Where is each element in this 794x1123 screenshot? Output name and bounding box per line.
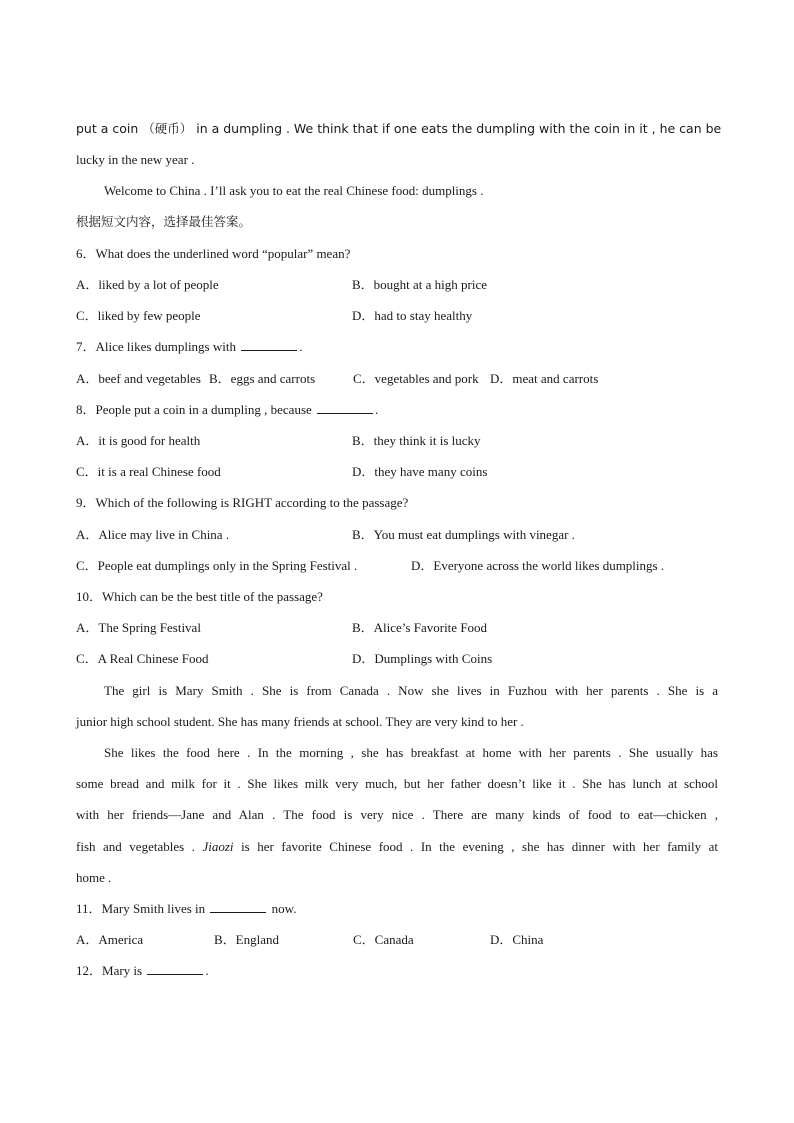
option-7b[interactable]: B．eggs and carrots [209,371,316,386]
option-8b[interactable]: B．they think it is lucky [352,433,481,448]
option-8d[interactable]: D．they have many coins [352,464,488,479]
option-11a[interactable]: A．America [76,932,144,947]
question-9-options-row1 [76,525,718,545]
question-8-stem: 8．People put a coin in a dumpling , because . [76,402,379,417]
passage2-p2-line3: with her friends—Jane and Alan . The food is very nice . There are many kinds of food to eat—chicken , [76,807,718,822]
option-10b[interactable]: B．Alice’s Favorite Food [352,620,488,635]
question-7-options [76,369,718,389]
answer-blank-12[interactable] [147,961,203,975]
question-11-stem: 11．Mary Smith lives in now. [76,901,297,916]
option-7d[interactable]: D．meat and carrots [490,371,599,386]
question-8-options-row2 [76,462,718,482]
option-10a[interactable]: A．The Spring Festival [76,620,201,635]
passage1-line1: put a coin （硬币） in a dumpling . We think that if one eats the dumpling with the coin in it , he can be [76,121,722,136]
passage2-p1-line2: junior high school student. She has many friends at school. They are very kind to her . [76,714,524,729]
question-6-options-row2 [76,306,718,326]
option-11d[interactable]: D．China [490,932,544,947]
option-9d[interactable]: D．Everyone across the world likes dumplings . [411,558,665,573]
option-9a[interactable]: A．Alice may live in China . [76,527,230,542]
question-12-stem: 12．Mary is . [76,963,209,978]
question-8-options-row1 [76,431,718,451]
option-8a[interactable]: A．it is good for health [76,433,201,448]
option-11c[interactable]: C．Canada [353,932,414,947]
option-10c[interactable]: C．A Real Chinese Food [76,651,209,666]
option-7c[interactable]: C．vegetables and pork [353,371,479,386]
option-11b[interactable]: B．England [214,932,279,947]
option-6b[interactable]: B．bought at a high price [352,277,488,292]
question-9-stem: 9．Which of the following is RIGHT according to the passage? [76,495,409,510]
option-6d[interactable]: D．had to stay healthy [352,308,473,323]
question-6-stem: 6．What does the underlined word “popular” mean? [76,246,351,261]
option-6a[interactable]: A．liked by a lot of people [76,277,219,292]
answer-blank-11[interactable] [210,899,266,913]
option-9c[interactable]: C．People eat dumplings only in the Spring Festival . [76,558,358,573]
passage2-p2-line2: some bread and milk for it . She likes milk very much, but her father doesn’t like it . She has lunch at school [76,776,718,791]
question-10-options-row1 [76,618,718,638]
passage1-line2: lucky in the new year . [76,152,195,167]
passage1-line3: Welcome to China . I’ll ask you to eat the real Chinese food: dumplings . [104,183,484,198]
question-6-options-row1 [76,275,718,295]
question-10-stem: 10．Which can be the best title of the passage? [76,589,323,604]
answer-blank-7[interactable] [241,337,297,351]
option-6c[interactable]: C．liked by few people [76,308,201,323]
passage2-p2-line4: fish and vegetables . Jiaozi is her favorite Chinese food . In the evening , she has dinner with her family at [76,839,719,854]
option-9b[interactable]: B．You must eat dumplings with vinegar . [352,527,575,542]
instruction: 根据短文内容，选择最佳答案。 [76,214,252,229]
question-10-options-row2 [76,649,718,669]
question-9-options-row2 [76,556,718,576]
option-8c[interactable]: C．it is a real Chinese food [76,464,221,479]
question-7-stem: 7．Alice likes dumplings with . [76,339,303,354]
option-10d[interactable]: D．Dumplings with Coins [352,651,493,666]
passage2-p2-line1: She likes the food here . In the morning , she has breakfast at home with her parents . She usually has [104,745,718,760]
answer-blank-8[interactable] [317,400,373,414]
passage2-p2-line5: home . [76,870,112,885]
jiaozi-italic: Jiaozi [202,839,234,854]
option-7a[interactable]: A．beef and vegetables [76,371,201,386]
question-11-options [76,930,718,950]
passage2-p1-line1: The girl is Mary Smith . She is from Canada . Now she lives in Fuzhou with her parents . She is a [104,683,718,698]
